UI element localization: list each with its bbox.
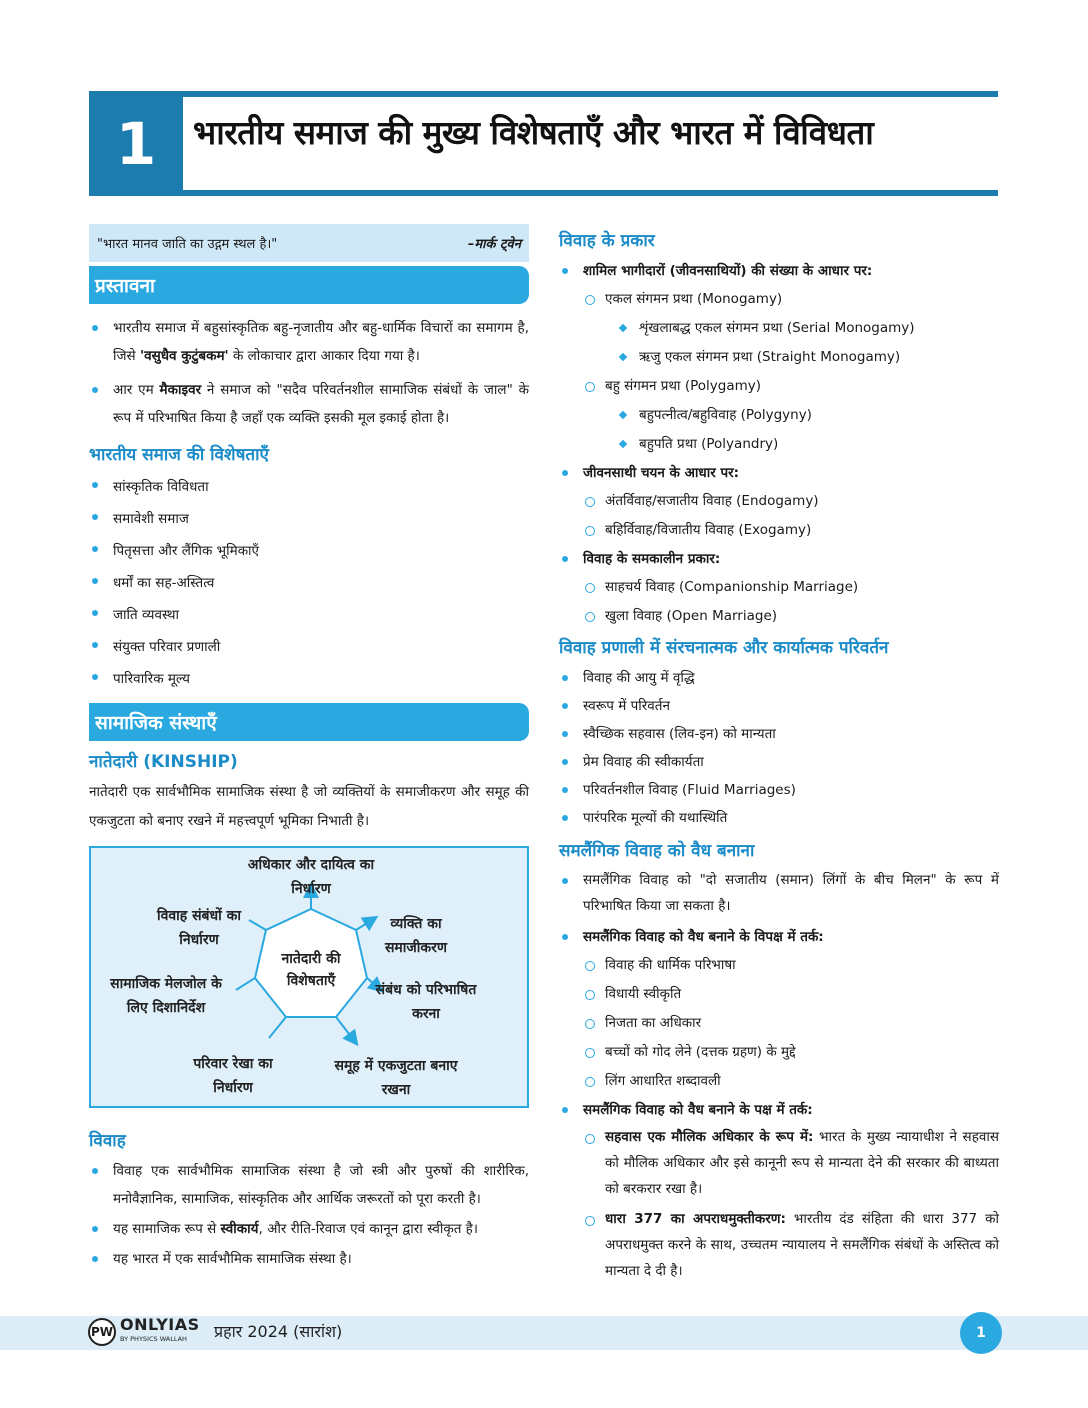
- diagram-center-label: नातेदारी की विशेषताएँ: [281, 951, 341, 989]
- page-number: 1: [960, 1312, 1002, 1354]
- types-endogamy: अंतर्विवाह/सजातीय विवाह (Endogamy): [559, 487, 999, 516]
- diagram-label-top: अधिकार और दायित्व का निर्धारण: [247, 857, 375, 897]
- onlyias-logo: [88, 1315, 200, 1346]
- marriage-bullet-3: यह भारत में एक सार्वभौमिक सामाजिक संस्था है।: [89, 1245, 529, 1273]
- diagram-label-right-bottom: समूह में एकजुटता बनाए रखना: [334, 1058, 458, 1098]
- intro-bullet-2: आर एम मैकाइवर ने समाज को "सदैव परिवर्तनशील सामाजिक संबंधों के जाल" के रूप में परिभाषित किया है जहाँ एक व्यक्ति इसकी मूल इकाई होता है।: [89, 376, 529, 432]
- list-item: परिवर्तनशील विवाह (Fluid Marriages): [559, 776, 999, 804]
- types-straight: ऋजु एकल संगमन प्रथा (Straight Monogamy): [559, 343, 999, 372]
- quote-box: [89, 224, 529, 262]
- list-item: समावेशी समाज: [89, 503, 529, 535]
- header-top-rule: [89, 91, 998, 97]
- chapter-number: 1: [89, 91, 183, 196]
- kinship-text: नातेदारी एक सार्वभौमिक सामाजिक संस्था है जो व्यक्तियों के समाजीकरण और समूह की एकजुटता को बनाए रखने में महत्त्वपूर्ण भूमिका निभाती है।: [89, 784, 529, 829]
- quote-text: "भारत मानव जाति का उद्गम स्थल है।": [97, 237, 278, 252]
- list-item: संयुक्त परिवार प्रणाली: [89, 631, 529, 663]
- kinship-heading: नातेदारी (KINSHIP): [89, 752, 238, 772]
- marriage-bullet-1: विवाह एक सार्वभौमिक सामाजिक संस्था है जो स्त्री और पुरुषों की शारीरिक, मनोवैज्ञानिक, सामाजिक, सांस्कृतिक और आर्थिक जरूरतों को पूरा करती है।: [89, 1157, 529, 1213]
- types-heading: विवाह के प्रकार: [559, 231, 655, 251]
- marriage-heading: विवाह: [89, 1131, 126, 1151]
- header-bottom-rule: [89, 190, 998, 196]
- types-exogamy: बहिर्विवाह/विजातीय विवाह (Exogamy): [559, 516, 999, 545]
- types-open: खुला विवाह (Open Marriage): [559, 602, 999, 631]
- footer-title: प्रहार 2024 (सारांश): [214, 1322, 343, 1341]
- types-polyandry: बहुपति प्रथा (Polyandry): [559, 430, 999, 459]
- types-polygamy: बहु संगमन प्रथा (Polygamy): [559, 372, 999, 401]
- logo-main-text: ONLYIAS: [120, 1315, 200, 1334]
- arrow-left-mid: [236, 978, 255, 990]
- list-item: सांस्कृतिक विविधता: [89, 471, 529, 503]
- chapter-title: भारतीय समाज की मुख्य विशेषताएँ और भारत में विविधता: [193, 113, 874, 152]
- list-item: प्रेम विवाह की स्वीकार्यता: [559, 748, 999, 776]
- left-column: [89, 224, 529, 1273]
- diagram-label-left-top: विवाह संबंधों का निर्धारण: [156, 908, 242, 948]
- samesex-for-heading: समलैंगिक विवाह को वैध बनाने के पक्ष में तर्क:: [559, 1096, 999, 1124]
- samesex-for-2: धारा 377 का अपराधमुक्तीकरण: भारतीय दंड संहिता की धारा 377 को अपराधमुक्त करने के साथ, उच्चतम न्यायालय ने समलैंगिक संबंधों के अस्तित्व को मान्यता दे दी है।: [559, 1206, 999, 1284]
- list-item: विवाह की आयु में वृद्धि: [559, 664, 999, 692]
- diagram-label-right-top: व्यक्ति का समाजीकरण: [384, 916, 448, 956]
- list-item: निजता का अधिकार: [559, 1009, 999, 1038]
- types-polygyny: बहुपत्नीत्व/बहुविवाह (Polygyny): [559, 401, 999, 430]
- features-list: [89, 471, 529, 695]
- section-intro-heading: प्रस्तावना: [89, 266, 529, 304]
- types-group-2: जीवनसाथी चयन के आधार पर:: [559, 459, 999, 487]
- pw-logo-icon: PW: [88, 1318, 116, 1346]
- list-item: विधायी स्वीकृति: [559, 980, 999, 1009]
- section-institutions-heading: सामाजिक संस्थाएँ: [89, 703, 529, 741]
- intro-bullet-1: भारतीय समाज में बहुसांस्कृतिक बहु-नृजातीय और बहु-धार्मिक विचारों का समागम है, जिसे 'वसुधैव कुटुंबकम' के लोकाचार द्वारा आकार दिया गया है।: [89, 314, 529, 370]
- diagram-label-left-bottom: परिवार रेखा का निर्धारण: [193, 1056, 273, 1096]
- list-item: विवाह की धार्मिक परिभाषा: [559, 951, 999, 980]
- list-item: पारंपरिक मूल्यों की यथास्थिति: [559, 804, 999, 832]
- right-column: [559, 224, 999, 1284]
- list-item: लिंग आधारित शब्दावली: [559, 1067, 999, 1096]
- types-group-3: विवाह के समकालीन प्रकार:: [559, 545, 999, 573]
- list-item: पारिवारिक मूल्य: [89, 663, 529, 695]
- types-companionship: साहचर्य विवाह (Companionship Marriage): [559, 573, 999, 602]
- list-item: बच्चों को गोद लेने (दत्तक ग्रहण) के मुद्दे: [559, 1038, 999, 1067]
- changes-heading: विवाह प्रणाली में संरचनात्मक और कार्यात्मक परिवर्तन: [559, 638, 889, 658]
- types-monogamy: एकल संगमन प्रथा (Monogamy): [559, 285, 999, 314]
- types-group-1: शामिल भागीदारों (जीवनसाथियों) की संख्या के आधार पर:: [559, 257, 999, 285]
- list-item: जाति व्यवस्था: [89, 599, 529, 631]
- marriage-bullet-2: यह सामाजिक रूप से स्वीकार्य, और रीति-रिवाज एवं कानून द्वारा स्वीकृत है।: [89, 1215, 529, 1243]
- features-heading: भारतीय समाज की विशेषताएँ: [89, 445, 269, 465]
- arrow-right-bottom: [336, 1017, 356, 1043]
- samesex-for-1: सहवास एक मौलिक अधिकार के रूप में: भारत के मुख्य न्यायाधीश ने सहवास को मौलिक अधिकार और इसे कानूनी रूप से मान्यता देने की सरकार की बाध्यता को बरकरार रखा है।: [559, 1124, 999, 1202]
- types-serial: शृंखलाबद्ध एकल संगमन प्रथा (Serial Monogamy): [559, 314, 999, 343]
- kinship-diagram: [89, 846, 529, 1108]
- list-item: पितृसत्ता और लैंगिक भूमिकाएँ: [89, 535, 529, 567]
- samesex-against-heading: समलैंगिक विवाह को वैध बनाने के विपक्ष में तर्क:: [559, 923, 999, 951]
- list-item: धर्मों का सह-अस्तित्व: [89, 567, 529, 599]
- arrow-left-bottom: [269, 1017, 286, 1038]
- list-item: स्वरूप में परिवर्तन: [559, 692, 999, 720]
- logo-sub-text: BY PHYSICS WALLAH: [120, 1335, 187, 1343]
- samesex-definition: समलैंगिक विवाह को "दो सजातीय (समान) लिंगों के बीच मिलन" के रूप में परिभाषित किया जा सकता है।: [559, 867, 999, 919]
- diagram-label-right-mid: संबंध को परिभाषित करना: [375, 982, 477, 1022]
- quote-author: –मार्क ट्वेन: [467, 237, 521, 252]
- diagram-label-left-mid: सामाजिक मेलजोल के लिए दिशानिर्देश: [110, 976, 222, 1016]
- list-item: स्वैच्छिक सहवास (लिव-इन) को मान्यता: [559, 720, 999, 748]
- samesex-heading: समलैंगिक विवाह को वैध बनाना: [559, 841, 755, 861]
- chapter-header: [89, 91, 998, 196]
